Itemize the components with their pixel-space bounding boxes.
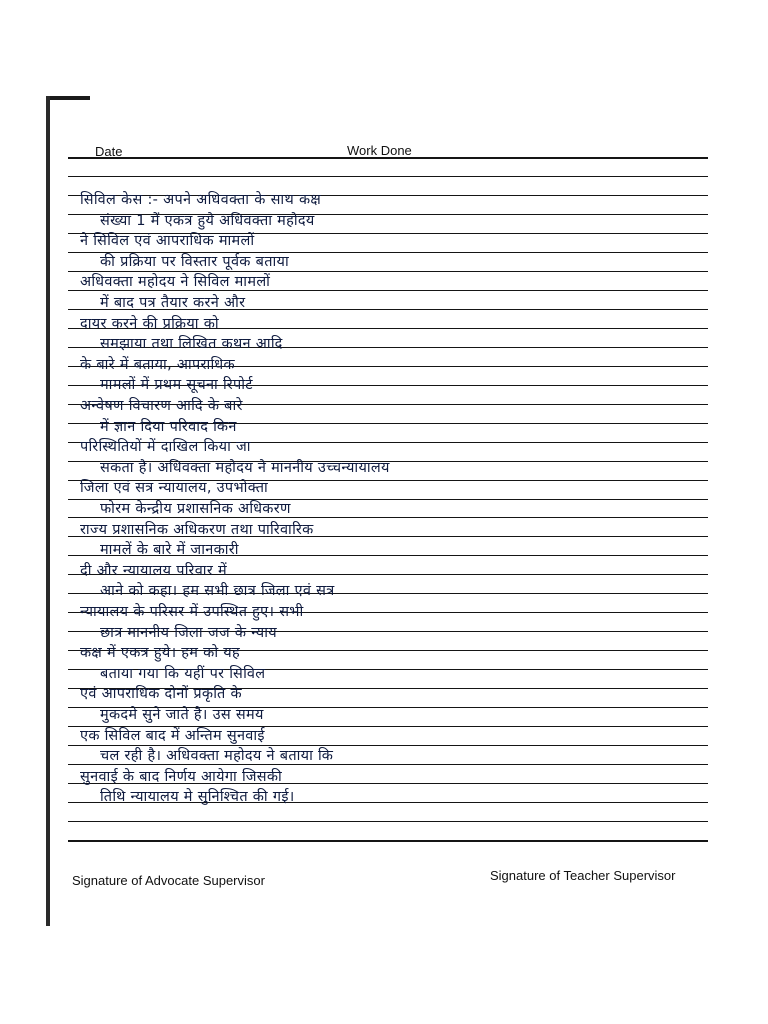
handwritten-line: मामलों में प्रथम सूचना रिपोर्ट	[100, 377, 253, 394]
ruled-line	[68, 157, 708, 159]
handwritten-line: सिविल केस :- अपने अधिवक्ता के साथ कक्ष	[80, 192, 322, 208]
handwritten-line: दी और न्यायालय परिवार में	[80, 562, 227, 579]
handwritten-line: बताया गया कि यहीं पर सिविल	[100, 665, 266, 682]
notebook-page	[50, 100, 720, 926]
date-label: Date	[95, 144, 123, 159]
handwritten-line: समझाया तथा लिखित कथन आदि	[100, 336, 283, 353]
handwritten-line: अधिवक्ता महोदय ने सिविल मामलों	[80, 274, 271, 291]
ruled-line	[68, 840, 708, 842]
handwritten-line: दायर करने की प्रक्रिया को	[80, 315, 219, 332]
work-done-label: Work Done	[347, 143, 412, 158]
handwritten-line: राज्य प्रशासनिक अधिकरण तथा पारिवारिक	[80, 521, 314, 538]
handwritten-line: अन्वेषण विचारण आदि के बारे	[80, 398, 243, 414]
ruled-line	[68, 176, 708, 177]
handwritten-line: मुकदमे सुने जाते है। उस समय	[100, 707, 264, 723]
handwritten-line: ने सिविल एवं आपराधिक मामलों	[80, 233, 255, 250]
handwritten-line: छात्र माननीय जिला जज के न्याय	[100, 624, 277, 641]
ruled-line	[68, 821, 708, 822]
handwritten-line: एवं आपराधिक दोनों प्रकृति के	[80, 686, 242, 703]
teacher-signature-label: Signature of Teacher Supervisor	[490, 868, 676, 883]
handwritten-line: सुनवाई के बाद निर्णय आयेगा जिसकी	[80, 768, 283, 785]
handwritten-line: के बारे में बताया, आपराधिक	[80, 356, 235, 373]
handwritten-line: संख्या 1 में एकत्र हुये अधिवक्ता महोदय	[100, 212, 315, 229]
handwritten-line: न्यायालय के परिसर में उपस्थित हुए। सभी	[80, 604, 304, 620]
handwritten-line: जिला एवं सत्र न्यायालय, उपभोक्ता	[80, 480, 269, 497]
handwritten-line: में ज्ञान दिया परिवाद किन	[100, 418, 237, 435]
handwritten-line: मामलें के बारे में जानकारी	[100, 542, 239, 559]
handwritten-line: सकता है। अधिवक्ता महोदय ने माननीय उच्चन्यायालय	[100, 459, 390, 476]
handwritten-line: में बाद पत्र तैयार करने और	[100, 295, 246, 311]
handwritten-line: चल रही है। अधिवक्ता महोदय ने बताया कि	[100, 748, 334, 765]
handwritten-line: एक सिविल बाद में अन्तिम सुनवाई	[80, 727, 265, 744]
handwritten-line: की प्रक्रिया पर विस्तार पूर्वक बताया	[100, 253, 290, 270]
advocate-signature-label: Signature of Advocate Supervisor	[72, 873, 265, 888]
handwritten-line: परिस्थितियों में दाखिल किया जा	[80, 439, 251, 456]
handwritten-line: तिथि न्यायालय मे सुनिश्चित की गई।	[100, 789, 295, 806]
handwritten-line: कक्ष में एकत्र हुये। हम को यह	[80, 645, 240, 662]
handwritten-line: फोरम केन्द्रीय प्रशासनिक अधिकरण	[100, 501, 291, 517]
handwritten-line: आने को कहा। हम सभी छात्र जिला एवं सत्र	[100, 583, 335, 600]
